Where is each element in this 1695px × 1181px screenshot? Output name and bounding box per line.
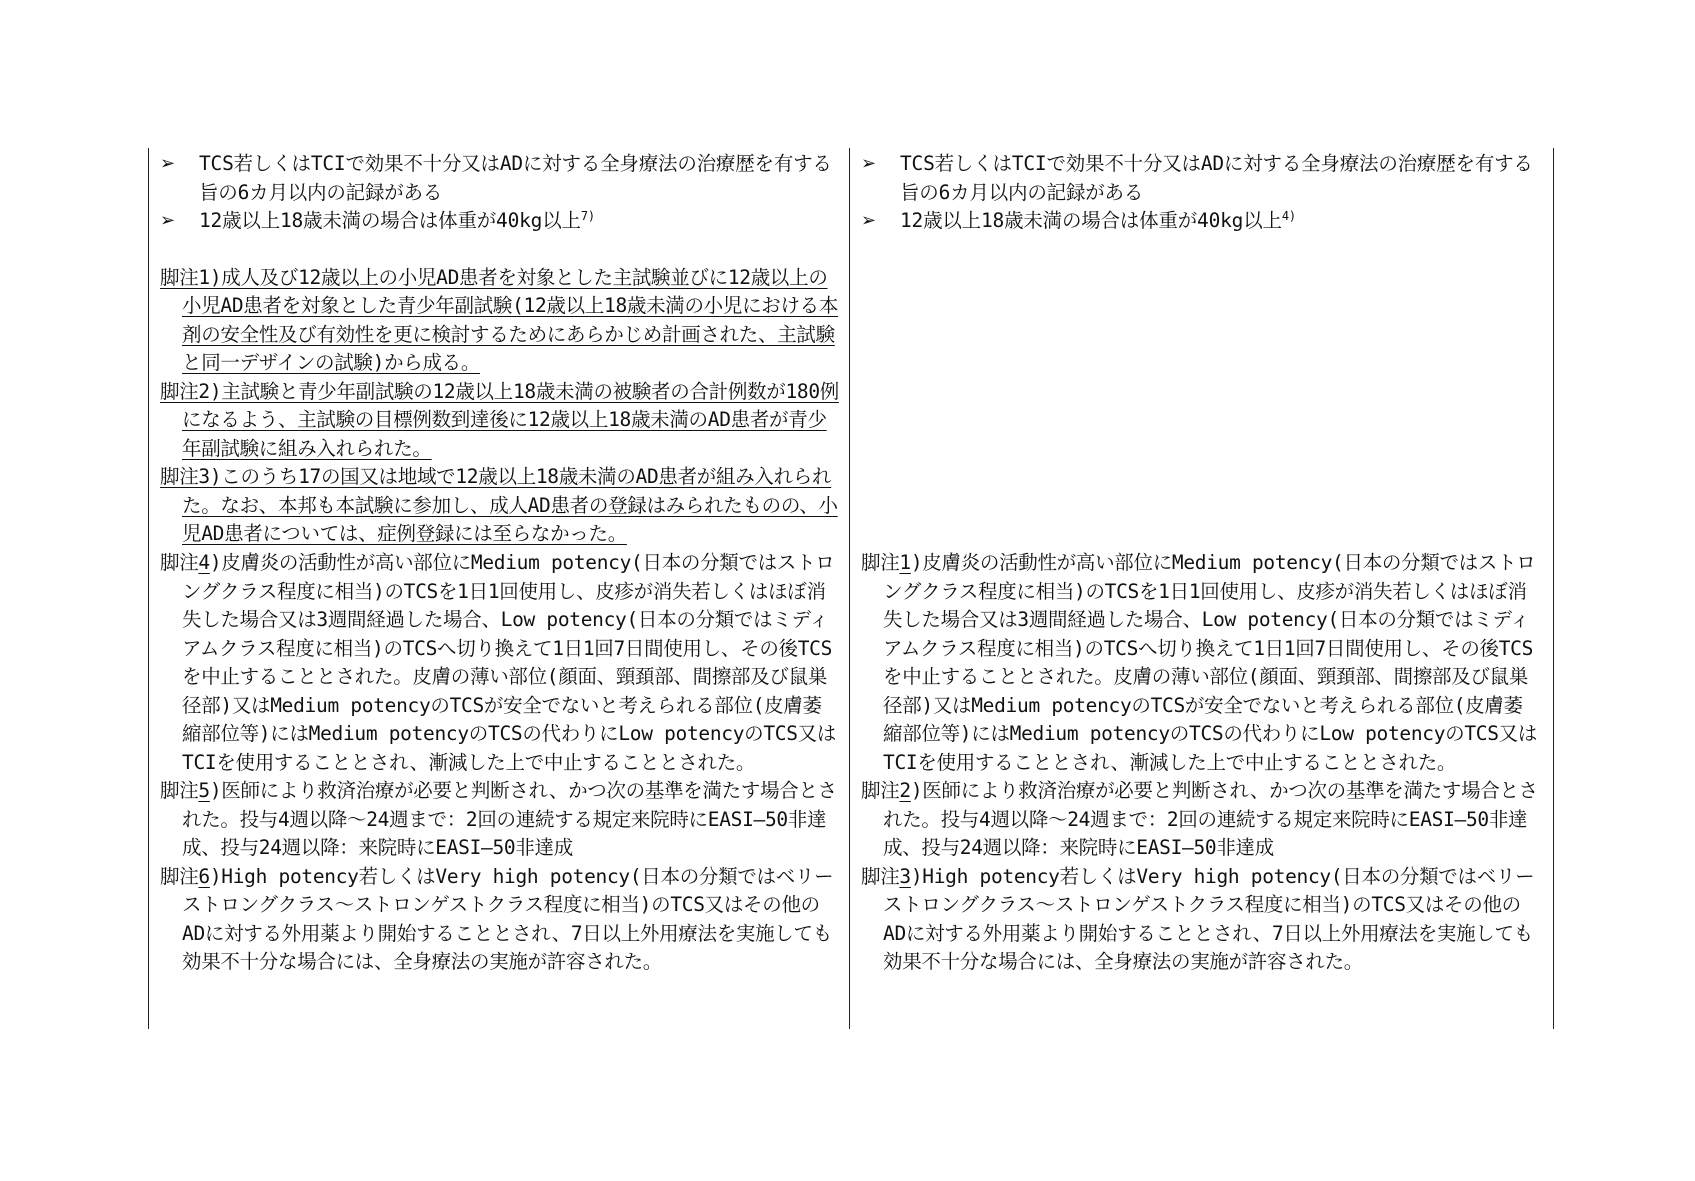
left-bullet-1 [160,150,839,207]
right-column [850,148,1551,1029]
footnote-number: 6 [198,864,210,888]
footnote-prefix: 脚注 [160,779,199,802]
left-footnote-6-text: )High potency若しくはVery high potency(日本の分類ではベリーストロングクラス～ストロンゲストクラス程度に相当)のTCS又はその他のADに対する外用薬より開始することとされ、7日以上外用療法を実施しても効果不十分な場合には、全身療法の実施が許容された。 [182,864,834,973]
left-bullet-2 [160,207,839,236]
left-footnotes [160,549,839,977]
left-footnote-4-text: )皮膚炎の活動性が高い部位にMedium potency(日本の分類ではストロングクラス程度に相当)のTCSを1日1回使用し、皮疹が消失若しくはほぼ消失した場合又は3週間経過した場合、Low potency(日本の分類ではミディアムクラス程度に相当)のTCSへ切り換えて1日1回7日間使用し、その後TCSを中止することとされた。皮膚の薄い部位(顔面、頸頚部、間擦部及び鼠巣径部)又はMedium potencyのTCSが安全でないと考えられる部位(皮膚萎縮部位等)にはMedium potencyのTCSの代わりにLow potencyのTCS又はTCIを使用することとされ、漸減した上で中止することとされた。 [182,551,837,774]
left-footnote-2 [160,378,839,464]
left-footnote-1 [160,264,839,378]
footnote-prefix: 脚注 [861,779,900,802]
right-footnote-2 [861,777,1541,863]
left-column [149,148,850,1029]
right-bullet-2-ref: 4) [1281,209,1296,223]
footnote-number: 5 [198,779,210,802]
footnote-prefix: 脚注 [861,864,900,888]
right-footnote-3-text: )High potency若しくはVery high potency(日本の分類ではベリーストロングクラス～ストロンゲストクラス程度に相当)のTCS又はその他のADに対する外用薬より開始することとされ、7日以上外用療法を実施しても効果不十分な場合には、全身療法の実施が許容された。 [883,864,1535,973]
arrow-bullet-icon: ➢ [160,210,175,231]
left-footnote-6 [160,863,839,977]
left-footnote-4 [160,549,839,777]
footnote-prefix: 脚注 [861,551,900,574]
footnote-prefix: 脚注 [160,551,199,574]
left-footnote-2-text: 脚注2)主試験と青少年副試験の12歳以上18歳未満の被験者の合計例数が180例になるよう、主試験の目標例数到達後に12歳以上18歳未満のAD患者が青少年副試験に組み入れられた。 [160,379,839,460]
right-footnote-1-text: )皮膚炎の活動性が高い部位にMedium potency(日本の分類ではストロングクラス程度に相当)のTCSを1日1回使用し、皮疹が消失若しくはほぼ消失した場合又は3週間経過した場合、Low potency(日本の分類ではミディアムクラス程度に相当)のTCSへ切り換えて1日1回7日間使用し、その後TCSを中止することとされた。皮膚の薄い部位(顔面、頸頚部、間擦部及び鼠巣径部)又はMedium potencyのTCSが安全でないと考えられる部位(皮膚萎縮部位等)にはMedium potencyのTCSの代わりにLow potencyのTCS又はTCIを使用することとされ、漸減した上で中止することとされた。 [883,551,1538,774]
right-footnote-2-text: )医師により救済治療が必要と判断され、かつ次の基準を満たす場合とされた。投与4週以降～24週まで：2回の連続する規定来院時にEASI―50非達成、投与24週以降：来院時にEASI―50非達成 [883,779,1538,859]
arrow-bullet-icon: ➢ [861,153,876,174]
right-bullet-2-text: 12歳以上18歳未満の場合は体重が40kg以上 [900,209,1282,232]
right-bullet-1 [861,150,1541,207]
left-footnote-5 [160,777,839,863]
right-footnotes [861,549,1541,977]
right-bullet-2 [861,207,1541,236]
right-bullet-list [861,150,1541,236]
left-bullet-2-text: 12歳以上18歳未満の場合は体重が40kg以上 [199,209,581,232]
right-bullet-1-text: TCS若しくはTCIで効果不十分又はADに対する全身療法の治療歴を有する旨の6カ月以内の記録がある [900,152,1533,204]
footnote-number: 2 [899,779,911,802]
footnote-prefix: 脚注 [160,864,199,888]
arrow-bullet-icon: ➢ [160,153,175,174]
left-bullet-2-ref: 7) [580,209,595,223]
left-bullet-1-text: TCS若しくはTCIで効果不十分又はADに対する全身療法の治療歴を有する旨の6カ月以内の記録がある [199,152,832,204]
left-footnote-3-text: 脚注3)このうち17の国又は地域で12歳以上18歳未満のAD患者が組み入れられた。なお、本邦も本試験に参加し、成人AD患者の登録はみられたものの、小児AD患者については、症例登録には至らなかった。 [160,465,838,545]
footnote-number: 4 [198,551,210,574]
comparison-table [148,148,1554,1029]
arrow-bullet-icon: ➢ [861,210,876,231]
left-added-footnotes [160,264,839,549]
right-footnote-3 [861,863,1541,977]
footnote-number: 1 [899,551,911,574]
left-footnote-5-text: )医師により救済治療が必要と判断され、かつ次の基準を満たす場合とされた。投与4週以降～24週まで：2回の連続する規定来院時にEASI―50非達成、投与24週以降：来院時にEASI―50非達成 [182,779,837,859]
left-footnote-3 [160,463,839,549]
right-footnote-1 [861,549,1541,777]
left-bullet-list [160,150,839,236]
left-footnote-1-text: 脚注1)成人及び12歳以上の小児AD患者を対象とした主試験並びに12歳以上の小児AD患者を対象とした青少年副試験(12歳以上18歳未満の小児における本剤の安全性及び有効性を更に検討するためにあらかじめ計画された、主試験と同一デザインの試験)から成る。 [160,265,839,374]
footnote-number: 3 [899,864,911,888]
